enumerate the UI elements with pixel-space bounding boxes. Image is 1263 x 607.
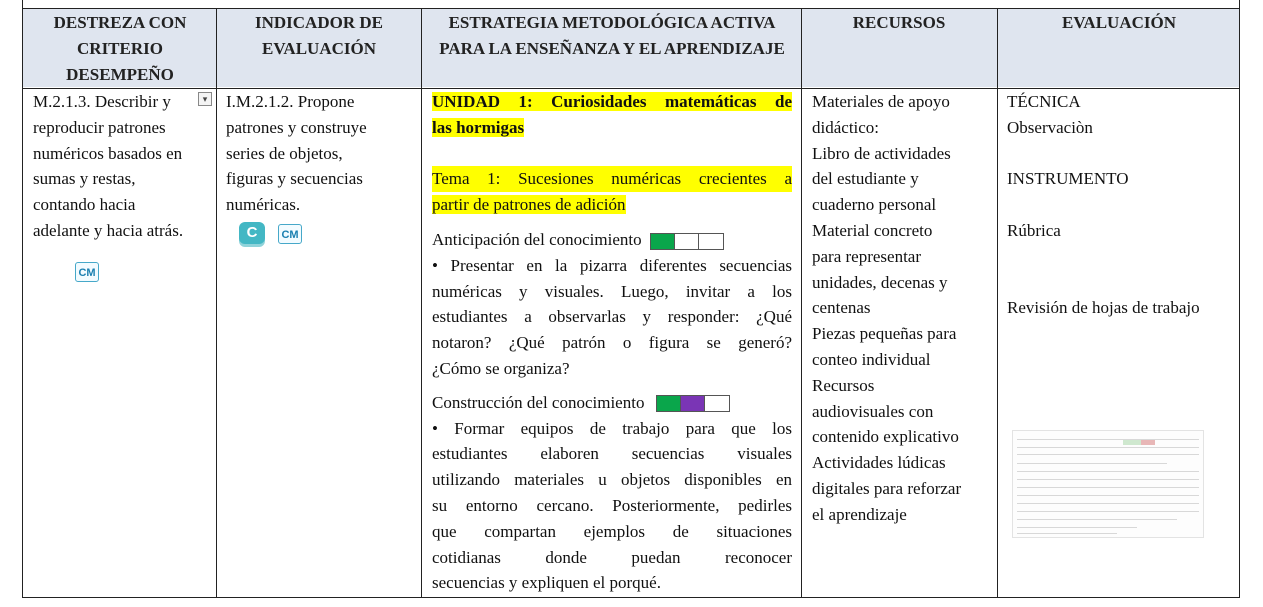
spacer	[1007, 270, 1235, 296]
cm-badge-icon: CM	[278, 224, 302, 244]
instrumento-label: INSTRUMENTO	[1007, 169, 1129, 189]
header-recursos: RECURSOS	[852, 13, 946, 32]
spacer	[1007, 244, 1235, 270]
anticipacion-line: numéricas y visuales. Luego, invitar a los	[432, 281, 792, 301]
destreza-line: M.2.1.3. Describir y	[33, 92, 171, 111]
observacion-text: Observaciòn	[1007, 117, 1093, 137]
recursos-line: para representar	[812, 246, 922, 266]
recursos-line: del estudiante y	[812, 169, 919, 189]
estrategia-cell	[432, 89, 792, 596]
anticipacion-progress	[650, 233, 724, 250]
recursos-line: centenas	[812, 298, 871, 318]
dropdown-arrow-icon[interactable]: ▾	[198, 92, 212, 106]
indicador-line: patrones y construye	[226, 117, 367, 137]
construccion-line: utilizando materiales u objetos disponibles en	[432, 470, 792, 490]
destreza-line: contando hacia	[33, 195, 136, 215]
anticipacion-heading	[432, 227, 792, 253]
progress-segment-purple	[681, 396, 705, 411]
c-badge-icon: C	[239, 222, 265, 244]
indicador-line: numéricas.	[226, 195, 301, 215]
tema-title-text: Tema 1: Sucesiones numéricas crecientes a	[432, 166, 792, 192]
destreza-cell	[33, 89, 213, 244]
header-indicador: INDICADOR DE EVALUACIÓN	[255, 13, 383, 58]
anticipacion-line: notaron? ¿Qué patrón o figura se generó?	[432, 333, 792, 353]
progress-segment-green	[657, 396, 681, 411]
recursos-line: digitales para reforzar	[812, 478, 962, 498]
column-divider	[216, 8, 217, 598]
indicador-line: series de objetos,	[226, 143, 343, 163]
destreza-line: reproducir patrones	[33, 117, 166, 137]
recursos-line: contenido explicativo	[812, 427, 959, 447]
construccion-line: cotidianas donde puedan reconocer	[432, 547, 792, 567]
recursos-line: conteo individual	[812, 349, 931, 369]
anticipacion-line: • Presentar en la pizarra diferentes secuencias	[432, 255, 792, 275]
tema-title-line	[432, 166, 792, 192]
column-divider	[801, 8, 802, 598]
construccion-heading	[432, 390, 792, 416]
recursos-line: Recursos	[812, 375, 875, 395]
recursos-line: unidades, decenas y	[812, 272, 948, 292]
destreza-line: adelante y hacia atrás.	[33, 220, 184, 240]
anticipacion-line: estudiantes a observarlas y responder: ¿Qué	[432, 307, 792, 327]
header-destreza: DESTREZA CON CRITERIO DESEMPEÑO	[53, 13, 187, 84]
construccion-title: Construcción del conocimiento	[432, 392, 645, 412]
anticipacion-title: Anticipación del conocimiento	[432, 229, 642, 249]
unidad-title-line	[432, 89, 792, 115]
construccion-line: estudiantes elaboren secuencias visuales	[432, 444, 792, 464]
recursos-line: Piezas pequeñas para	[812, 324, 957, 344]
anticipacion-line: ¿Cómo se organiza?	[432, 358, 570, 378]
header-evaluacion: EVALUACIÓN	[1062, 13, 1176, 32]
progress-segment-empty	[705, 396, 729, 411]
construccion-line: que compartan ejemplos de situaciones	[432, 521, 792, 541]
recursos-line: el aprendizaje	[812, 504, 907, 524]
evaluacion-cell	[1007, 89, 1235, 321]
tema-title-text: partir de patrones de adición	[432, 195, 626, 215]
recursos-line: audiovisuales con	[812, 401, 934, 421]
recursos-line: Libro de actividades	[812, 143, 951, 163]
spacer	[1007, 192, 1235, 218]
progress-segment-empty	[675, 234, 699, 249]
construccion-line: su entorno cercano. Posteriormente, pedirles	[432, 495, 792, 515]
recursos-line: Material concreto	[812, 220, 933, 240]
destreza-line: sumas y restas,	[33, 169, 136, 189]
indicador-line: I.M.2.1.2. Propone	[226, 92, 355, 111]
recursos-line: cuaderno personal	[812, 195, 937, 215]
indicador-cell	[226, 89, 418, 218]
construccion-progress	[656, 395, 730, 412]
unidad-title-text: UNIDAD 1: Curiosidades matemáticas de	[432, 92, 792, 111]
construccion-line: secuencias y expliquen el porqué.	[432, 573, 661, 593]
destreza-line: numéricos basados en	[33, 143, 183, 163]
recursos-line: Materiales de apoyo	[812, 92, 950, 111]
cm-badge-icon: CM	[75, 262, 99, 282]
progress-segment-green	[651, 234, 675, 249]
tecnica-label: TÉCNICA	[1007, 92, 1081, 111]
recursos-cell	[812, 89, 994, 528]
column-divider	[421, 8, 422, 598]
revision-text: Revisión de hojas de trabajo	[1007, 298, 1200, 318]
header-estrategia: ESTRATEGIA METODOLÓGICA ACTIVA PARA LA ENSEÑANZA Y EL APRENDIZAJE	[439, 13, 785, 58]
unidad-title-text: las hormigas	[432, 117, 525, 137]
recursos-line: Actividades lúdicas	[812, 453, 946, 473]
tema-title-line	[432, 192, 792, 218]
spacer	[1007, 141, 1235, 167]
recursos-line: didáctico:	[812, 117, 880, 137]
spacer	[432, 141, 792, 167]
progress-segment-empty	[699, 234, 723, 249]
indicador-line: figuras y secuencias	[226, 169, 363, 189]
rubric-thumbnail	[1012, 430, 1204, 538]
unidad-title-line	[432, 115, 792, 141]
construccion-line: • Formar equipos de trabajo para que los	[432, 418, 792, 438]
column-divider	[997, 8, 998, 598]
rubrica-text: Rúbrica	[1007, 220, 1061, 240]
table-top-border	[22, 8, 1240, 9]
